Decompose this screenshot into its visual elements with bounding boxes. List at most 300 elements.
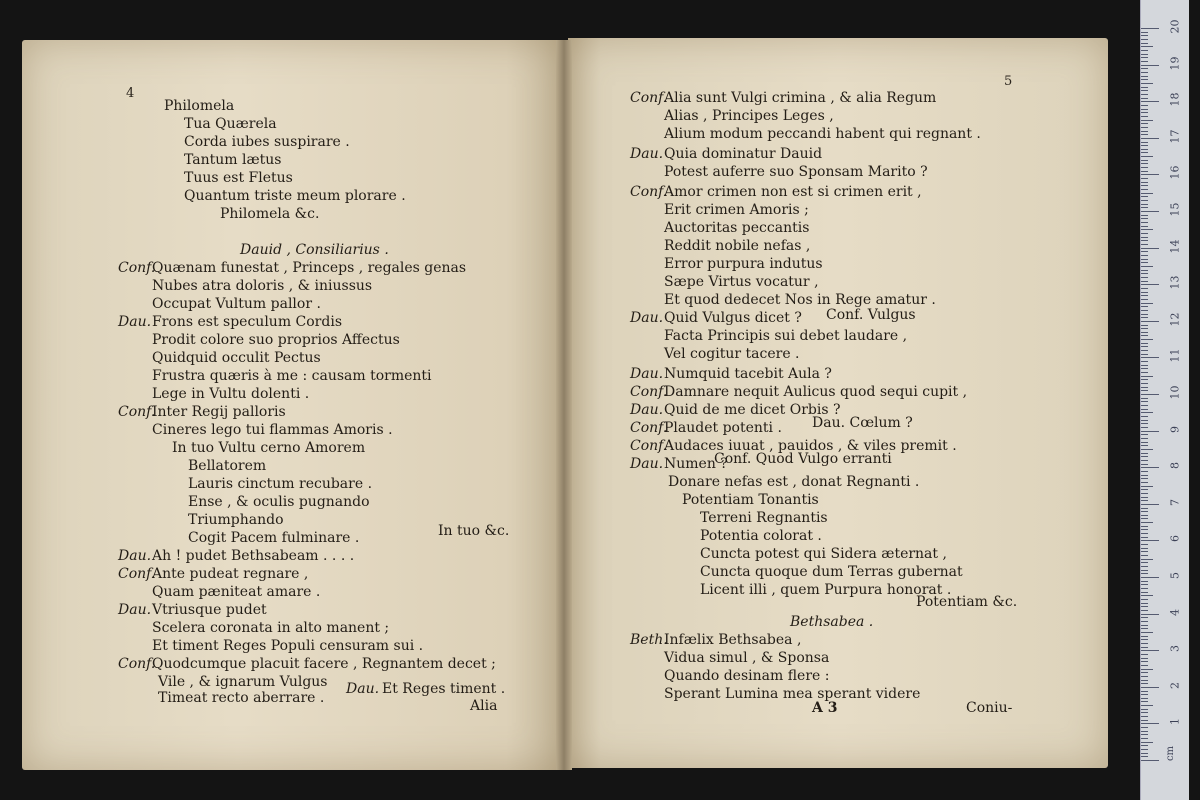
left-text-line: Tuus est Fletus — [184, 170, 293, 186]
ruler-tick — [1141, 390, 1148, 391]
ruler-tick — [1141, 493, 1148, 494]
ruler-tick — [1141, 204, 1148, 205]
ruler-tick — [1141, 292, 1148, 293]
signature-mark: A 3 — [812, 700, 838, 716]
right-speaker-label: Dau. — [630, 146, 664, 162]
ruler-tick — [1141, 518, 1148, 519]
ruler-tick — [1141, 606, 1148, 607]
ruler-tick — [1141, 152, 1148, 153]
ruler-tick — [1141, 712, 1148, 713]
right-text-line: Numen ? — [664, 456, 728, 472]
ruler-tick — [1141, 475, 1148, 476]
ruler-tick — [1141, 639, 1148, 640]
ruler-tick — [1141, 185, 1148, 186]
right-speaker-label: Conf. — [630, 420, 668, 436]
ruler-tick — [1141, 76, 1148, 77]
ruler-tick — [1141, 54, 1148, 55]
left-text-line: Et timent Reges Populi censuram sui . — [152, 638, 424, 654]
ruler-tick — [1141, 467, 1159, 468]
ruler-tick — [1141, 361, 1148, 362]
ruler-tick — [1141, 156, 1153, 157]
ruler-tick — [1141, 723, 1159, 724]
ruler-tick — [1141, 756, 1148, 757]
ruler-tick — [1141, 222, 1148, 223]
ruler-tick — [1141, 87, 1148, 88]
ruler-tick — [1141, 284, 1159, 285]
ruler-tick — [1141, 738, 1148, 739]
ruler-tick — [1141, 731, 1148, 732]
right-text-line: Erit crimen Amoris ; — [664, 202, 809, 218]
ruler-tick — [1141, 548, 1148, 549]
right-text-line: Potentia colorat . — [700, 528, 822, 544]
left-text-line: Quam pæniteat amare . — [152, 584, 321, 600]
ruler-tick — [1141, 562, 1148, 563]
right-text-line: Sperant Lumina mea sperant videre — [664, 686, 921, 702]
ruler-tick — [1141, 365, 1148, 366]
right-text-line: Vel cogitur tacere . — [664, 346, 800, 362]
ruler-tick — [1141, 306, 1148, 307]
left-text-line: Quodcumque placuit facere , Regnantem decet ; — [152, 656, 496, 672]
ruler-tick — [1141, 251, 1148, 252]
left-text-line: Quidquid occulit Pectus — [152, 350, 321, 366]
ruler-tick — [1141, 317, 1148, 318]
right-text-line: Audaces iuuat , pauidos , & viles premit . — [664, 438, 957, 454]
ruler-tick — [1141, 138, 1159, 139]
ruler-tick — [1141, 332, 1148, 333]
ruler-tick — [1141, 745, 1148, 746]
ruler-tick — [1141, 398, 1148, 399]
ruler-tick — [1141, 603, 1148, 604]
ruler-tick — [1141, 449, 1153, 450]
ruler-tick — [1141, 431, 1159, 432]
ruler-tick — [1141, 50, 1148, 51]
ruler-label: 10 — [1168, 385, 1182, 400]
ruler-tick — [1141, 665, 1148, 666]
ruler-tick — [1141, 134, 1148, 135]
ruler-label: 1 — [1168, 718, 1182, 726]
ruler-tick — [1141, 573, 1148, 574]
ruler-tick — [1141, 200, 1148, 201]
ruler-tick — [1141, 595, 1153, 596]
left-text-line: Prodit colore suo proprios Affectus — [152, 332, 400, 348]
ruler-tick — [1141, 661, 1148, 662]
ruler-tick — [1141, 226, 1148, 227]
right-text-line: Cuncta potest qui Sidera æternat , — [700, 546, 947, 562]
ruler-tick — [1141, 120, 1153, 121]
ruler-tick — [1141, 281, 1148, 282]
ruler-tick — [1141, 343, 1148, 344]
ruler-tick — [1141, 35, 1148, 36]
ruler-label: 2 — [1168, 681, 1182, 689]
right-text-line: Quando desinam flere : — [664, 668, 830, 684]
ruler-tick — [1141, 394, 1159, 395]
right-text-line: Facta Principis sui debet laudare , — [664, 328, 908, 344]
ruler-tick — [1141, 401, 1148, 402]
ruler-tick — [1141, 551, 1148, 552]
ruler-tick — [1141, 537, 1148, 538]
ruler-tick — [1141, 142, 1148, 143]
right-text-line: Alia sunt Vulgi crimina , & alia Regum — [664, 90, 937, 106]
right-text-line: Reddit nobile nefas , — [664, 238, 811, 254]
ruler-tick — [1141, 255, 1148, 256]
ruler-tick — [1141, 453, 1148, 454]
right-text-line: Auctoritas peccantis — [664, 220, 810, 236]
ruler-tick — [1141, 588, 1148, 589]
ruler-tick — [1141, 727, 1148, 728]
ruler-tick — [1141, 625, 1148, 626]
cue-reges-timent: Et Reges timent . — [382, 681, 506, 697]
right-catchword: Coniu- — [966, 700, 1013, 716]
ruler-label: 12 — [1168, 312, 1182, 327]
ruler-tick — [1141, 559, 1153, 560]
left-text-line: Cineres lego tui flammas Amoris . — [152, 422, 393, 438]
left-text-line: Frons est speculum Cordis — [152, 314, 342, 330]
ruler-tick — [1141, 705, 1153, 706]
ruler-tick — [1141, 303, 1153, 304]
left-speaker-label: Dau. — [118, 548, 152, 564]
ruler-tick — [1141, 314, 1148, 315]
ruler-tick — [1141, 182, 1148, 183]
ruler-label: 7 — [1168, 498, 1182, 506]
ruler-tick — [1141, 584, 1148, 585]
right-text-line: Terreni Regnantis — [700, 510, 828, 526]
ruler-tick — [1141, 43, 1148, 44]
ruler-tick — [1141, 760, 1159, 761]
ruler-tick — [1141, 734, 1148, 735]
ruler-tick — [1141, 32, 1148, 33]
ruler-tick — [1141, 248, 1159, 249]
ruler-tick — [1141, 566, 1148, 567]
right-text-line: Et quod dedecet Nos in Rege amatur . — [664, 292, 936, 308]
ruler-tick — [1141, 328, 1148, 329]
left-text-line: Quantum triste meum plorare . — [184, 188, 406, 204]
ruler-tick — [1141, 632, 1153, 633]
ruler-tick — [1141, 680, 1148, 681]
right-text-line: Numquid tacebit Aula ? — [664, 366, 832, 382]
ruler-tick — [1141, 504, 1159, 505]
ruler-label: 9 — [1168, 425, 1182, 433]
ruler-tick — [1141, 109, 1148, 110]
ruler-tick — [1141, 654, 1148, 655]
left-text-line: Ah ! pudet Bethsabeam . . . . — [152, 548, 355, 564]
left-text-line: Triumphando — [188, 512, 284, 528]
ruler-tick — [1141, 101, 1159, 102]
ruler-label: 8 — [1168, 462, 1182, 470]
ruler-tick — [1141, 244, 1148, 245]
left-catchword: Alia — [470, 698, 498, 714]
left-text-line: Corda iubes suspirare . — [184, 134, 350, 150]
right-text-line: Bethsabea . — [790, 614, 874, 630]
cue-conf-quod: Conf. Quod Vulgo erranti — [714, 451, 892, 467]
left-text-line: Philomela &c. — [220, 206, 320, 222]
right-text-line: Licent illi , quem Purpura honorat . — [700, 582, 952, 598]
measuring-ruler — [1140, 0, 1189, 800]
right-text-line: Potentiam &c. — [916, 594, 1018, 610]
ruler-label: 16 — [1168, 165, 1182, 180]
ruler-tick — [1141, 383, 1148, 384]
ruler-tick — [1141, 445, 1148, 446]
ruler-tick — [1141, 346, 1148, 347]
left-text-line: Tantum lætus — [184, 152, 282, 168]
ruler-tick — [1141, 442, 1148, 443]
ruler-tick — [1141, 178, 1148, 179]
right-page-number: 5 — [1004, 74, 1013, 89]
ruler-label: 3 — [1168, 645, 1182, 653]
ruler-tick — [1141, 163, 1148, 164]
ruler-tick — [1141, 647, 1148, 648]
ruler-tick — [1141, 123, 1148, 124]
ruler-tick — [1141, 529, 1148, 530]
ruler-tick — [1141, 669, 1153, 670]
left-text-line: Bellatorem — [188, 458, 267, 474]
ruler-tick — [1141, 112, 1148, 113]
left-speaker-label: Conf. — [118, 260, 156, 276]
left-page-number: 4 — [126, 86, 135, 101]
ruler-tick — [1141, 570, 1148, 571]
ruler-tick — [1141, 533, 1148, 534]
book-gutter — [556, 40, 572, 770]
ruler-label: 18 — [1168, 92, 1182, 107]
right-text-line: Vidua simul , & Sponsa — [664, 650, 830, 666]
right-text-line: Sæpe Virtus vocatur , — [664, 274, 819, 290]
ruler-tick — [1141, 478, 1148, 479]
ruler-label: 17 — [1168, 129, 1182, 144]
ruler-tick — [1141, 614, 1159, 615]
ruler-label: 4 — [1168, 608, 1182, 616]
ruler-unit: cm — [1165, 745, 1177, 762]
ruler-tick — [1141, 259, 1148, 260]
ruler-tick — [1141, 555, 1148, 556]
right-speaker-label: Beth. — [630, 632, 668, 648]
right-speaker-label: Conf. — [630, 384, 668, 400]
ruler-tick — [1141, 416, 1148, 417]
ruler-tick — [1141, 116, 1148, 117]
ruler-tick — [1141, 658, 1148, 659]
left-text-line: Inter Regij palloris — [152, 404, 286, 420]
right-text-line: Alias , Principes Leges , — [664, 108, 834, 124]
ruler-label: 13 — [1168, 275, 1182, 290]
ruler-tick — [1141, 174, 1159, 175]
ruler-tick — [1141, 749, 1148, 750]
ruler-tick — [1141, 676, 1148, 677]
ruler-tick — [1141, 288, 1148, 289]
left-text-line: Timeat recto aberrare . — [158, 690, 325, 706]
left-text-line: Philomela — [164, 98, 235, 114]
ruler-tick — [1141, 354, 1148, 355]
ruler-tick — [1141, 526, 1148, 527]
ruler-tick — [1141, 105, 1148, 106]
left-text-line: Cogit Pacem fulminare . — [188, 530, 360, 546]
ruler-tick — [1141, 434, 1148, 435]
ruler-tick — [1141, 456, 1148, 457]
ruler-tick — [1141, 68, 1148, 69]
ruler-tick — [1141, 215, 1148, 216]
ruler-tick — [1141, 592, 1148, 593]
ruler-tick — [1141, 46, 1153, 47]
ruler-label: 11 — [1168, 348, 1182, 363]
cue-dau-coelum: Dau. Cœlum ? — [812, 415, 913, 431]
ruler-tick — [1141, 617, 1148, 618]
right-speaker-label: Dau. — [630, 456, 664, 472]
ruler-tick — [1141, 753, 1148, 754]
cue-in-tuo: In tuo &c. — [438, 523, 510, 539]
left-text-line: Tua Quærela — [184, 116, 277, 132]
left-text-line: Quænam funestat , Princeps , regales genas — [152, 260, 467, 276]
ruler-tick — [1141, 131, 1148, 132]
left-speaker-label: Conf. — [118, 566, 156, 582]
ruler-tick — [1141, 196, 1148, 197]
left-text-line: Lauris cinctum recubare . — [188, 476, 373, 492]
ruler-tick — [1141, 511, 1148, 512]
ruler-tick — [1141, 687, 1159, 688]
right-text-line: Damnare nequit Aulicus quod sequi cupit , — [664, 384, 968, 400]
ruler-tick — [1141, 237, 1148, 238]
ruler-tick — [1141, 357, 1159, 358]
ruler-tick — [1141, 420, 1148, 421]
ruler-tick — [1141, 335, 1148, 336]
left-text-line: Nubes atra doloris , & iniussus — [152, 278, 373, 294]
ruler-tick — [1141, 61, 1148, 62]
ruler-tick — [1141, 515, 1148, 516]
ruler-tick — [1141, 489, 1148, 490]
ruler-tick — [1141, 438, 1148, 439]
ruler-tick — [1141, 39, 1148, 40]
ruler-tick — [1141, 497, 1148, 498]
ruler-tick — [1141, 94, 1148, 95]
left-speaker-label: Conf. — [118, 404, 156, 420]
left-speaker-label: Conf. — [118, 656, 156, 672]
ruler-tick — [1141, 207, 1148, 208]
ruler-tick — [1141, 701, 1148, 702]
right-text-line: Quid Vulgus dicet ? — [664, 310, 802, 326]
right-text-line: Infælix Bethsabea , — [664, 632, 802, 648]
ruler-tick — [1141, 57, 1148, 58]
left-text-line: Scelera coronata in alto manent ; — [152, 620, 390, 636]
ruler-tick — [1141, 299, 1148, 300]
ruler-tick — [1141, 709, 1148, 710]
ruler-tick — [1141, 742, 1153, 743]
ruler-tick — [1141, 610, 1148, 611]
ruler-tick — [1141, 28, 1159, 29]
ruler-tick — [1141, 691, 1148, 692]
ruler-tick — [1141, 540, 1159, 541]
ruler-tick — [1141, 650, 1159, 651]
ruler-tick — [1141, 145, 1148, 146]
ruler-label: 20 — [1168, 19, 1182, 34]
ruler-tick — [1141, 387, 1148, 388]
right-text-line: Alium modum peccandi habent qui regnant . — [664, 126, 981, 142]
right-text-line: Potest auferre suo Sponsam Marito ? — [664, 164, 928, 180]
ruler-tick — [1141, 167, 1148, 168]
ruler-tick — [1141, 698, 1148, 699]
ruler-tick — [1141, 218, 1148, 219]
ruler-label: 6 — [1168, 535, 1182, 543]
ruler-tick — [1141, 372, 1148, 373]
ruler-tick — [1141, 193, 1153, 194]
ruler-tick — [1141, 321, 1159, 322]
ruler-tick — [1141, 240, 1148, 241]
ruler-tick — [1141, 621, 1148, 622]
ruler-tick — [1141, 427, 1148, 428]
right-text-line: Quia dominatur Dauid — [664, 146, 823, 162]
ruler-tick — [1141, 65, 1159, 66]
ruler-tick — [1141, 90, 1148, 91]
ruler-tick — [1141, 149, 1148, 150]
ruler-tick — [1141, 127, 1148, 128]
ruler-tick — [1141, 643, 1148, 644]
ruler-tick — [1141, 277, 1148, 278]
ruler-tick — [1141, 270, 1148, 271]
ruler-tick — [1141, 460, 1148, 461]
ruler-tick — [1141, 716, 1148, 717]
ruler-tick — [1141, 350, 1148, 351]
right-text-line: Cuncta quoque dum Terras gubernat — [700, 564, 963, 580]
ruler-tick — [1141, 339, 1153, 340]
ruler-tick — [1141, 720, 1148, 721]
cue-dau-speaker: Dau. — [346, 681, 380, 697]
ruler-tick — [1141, 262, 1148, 263]
ruler-tick — [1141, 79, 1148, 80]
ruler-tick — [1141, 233, 1148, 234]
ruler-tick — [1141, 160, 1148, 161]
right-text-line: Error purpura indutus — [664, 256, 823, 272]
ruler-tick — [1141, 464, 1148, 465]
ruler-tick — [1141, 229, 1153, 230]
ruler-tick — [1141, 482, 1148, 483]
ruler-tick — [1141, 423, 1148, 424]
left-speaker-label: Dau. — [118, 314, 152, 330]
ruler-tick — [1141, 471, 1148, 472]
ruler-tick — [1141, 379, 1148, 380]
left-text-line: In tuo Vultu cerno Amorem — [172, 440, 366, 456]
ruler-tick — [1141, 171, 1148, 172]
ruler-tick — [1141, 376, 1153, 377]
ruler-tick — [1141, 310, 1148, 311]
right-speaker-label: Dau. — [630, 310, 664, 326]
left-text-line: Vtriusque pudet — [152, 602, 267, 618]
ruler-tick — [1141, 694, 1148, 695]
ruler-label: 19 — [1168, 56, 1182, 71]
right-speaker-label: Conf. — [630, 438, 668, 454]
ruler-tick — [1141, 211, 1159, 212]
ruler-label: 14 — [1168, 239, 1182, 254]
ruler-tick — [1141, 325, 1148, 326]
right-text-line: Amor crimen non est si crimen erit , — [664, 184, 922, 200]
ruler-tick — [1141, 628, 1148, 629]
ruler-tick — [1141, 500, 1148, 501]
left-text-line: Dauid , Consiliarius . — [240, 242, 389, 258]
ruler-tick — [1141, 683, 1148, 684]
ruler-tick — [1141, 189, 1148, 190]
ruler-tick — [1141, 405, 1148, 406]
right-text-line: Plaudet potenti . — [664, 420, 782, 436]
ruler-tick — [1141, 412, 1153, 413]
ruler-tick — [1141, 599, 1148, 600]
ruler-tick — [1141, 98, 1148, 99]
right-speaker-label: Dau. — [630, 402, 664, 418]
ruler-label: 15 — [1168, 202, 1182, 217]
left-text-line: Frustra quæris à me : causam tormenti — [152, 368, 432, 384]
ruler-tick — [1141, 581, 1148, 582]
cue-conf-vulgus: Conf. Vulgus — [826, 307, 916, 323]
ruler-tick — [1141, 522, 1153, 523]
ruler-tick — [1141, 266, 1153, 267]
left-text-line: Occupat Vultum pallor . — [152, 296, 321, 312]
ruler-tick — [1141, 672, 1148, 673]
right-text-line: Donare nefas est , donat Regnanti . — [668, 474, 920, 490]
right-speaker-label: Conf. — [630, 90, 668, 106]
right-speaker-label: Dau. — [630, 366, 664, 382]
